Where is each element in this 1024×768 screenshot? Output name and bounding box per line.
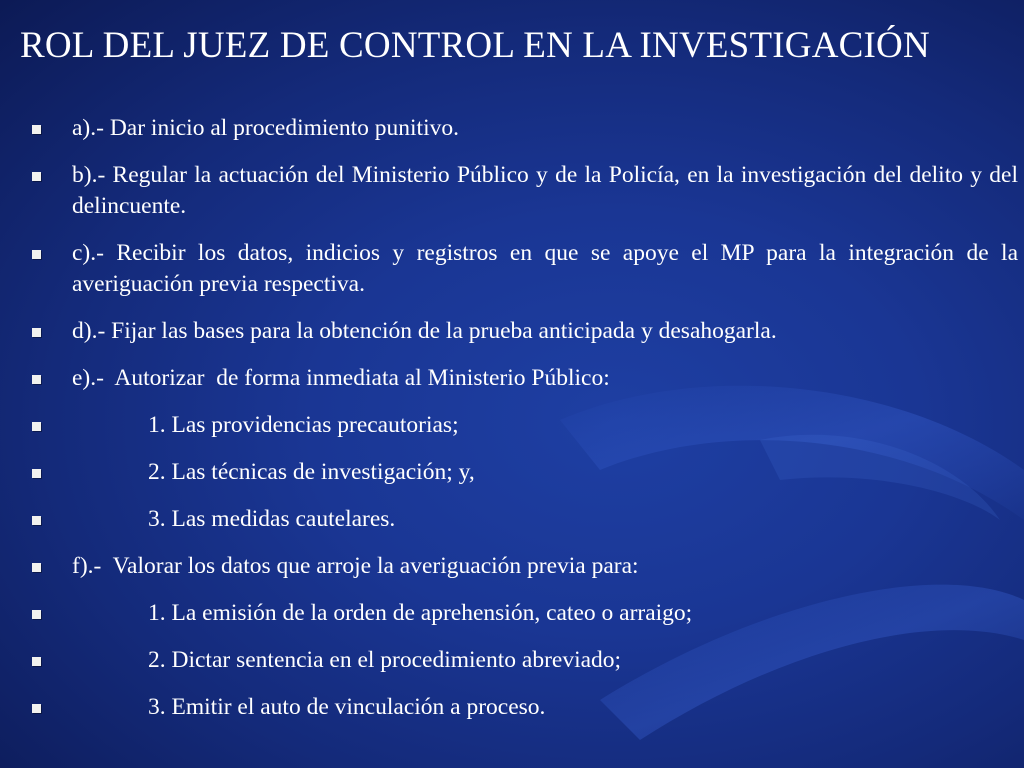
list-item-text: c).- Recibir los datos, indicios y registros en que se apoye el MP para la integración de la averiguación previa respectiva. [72,240,1018,297]
list-item [30,598,1018,629]
square-bullet-icon [32,704,41,713]
list-item-text: 1. Las providencias precautorias; [148,412,459,438]
list-item-text: 2. Dictar sentencia en el procedimiento abreviado; [148,647,622,673]
list-item-text: b).- Regular la actuación del Ministerio Público y de la Policía, en la investigación del delito y del delincuente. [72,162,1018,219]
list-item [30,160,1018,222]
square-bullet-icon [32,610,41,619]
list-item [30,645,1018,676]
list-item-text: 3. Las medidas cautelares. [148,506,396,532]
list-item [30,238,1018,300]
square-bullet-icon [32,516,41,525]
list-item [30,410,1018,441]
slide-title: ROL DEL JUEZ DE CONTROL EN LA INVESTIGACIÓN [20,25,930,66]
square-bullet-icon [32,172,41,181]
bullet-list [30,113,1018,739]
list-item-text: e).- Autorizar de forma inmediata al Ministerio Público: [72,365,610,391]
list-item [30,113,1018,144]
square-bullet-icon [32,563,41,572]
square-bullet-icon [32,250,41,259]
list-item [30,504,1018,535]
square-bullet-icon [32,469,41,478]
list-item-text: a).- Dar inicio al procedimiento punitivo. [72,115,459,141]
list-item [30,363,1018,394]
list-item [30,457,1018,488]
list-item [30,316,1018,347]
list-item-text: f).- Valorar los datos que arroje la averiguación previa para: [72,553,639,579]
list-item-text: 3. Emitir el auto de vinculación a proceso. [148,694,546,720]
square-bullet-icon [32,422,41,431]
list-item [30,551,1018,582]
square-bullet-icon [32,328,41,337]
square-bullet-icon [32,375,41,384]
list-item-text: 2. Las técnicas de investigación; y, [148,459,475,485]
list-item [30,692,1018,723]
square-bullet-icon [32,657,41,666]
list-item-text: 1. La emisión de la orden de aprehensión, cateo o arraigo; [148,600,693,626]
square-bullet-icon [32,125,41,134]
list-item-text: d).- Fijar las bases para la obtención de la prueba anticipada y desahogarla. [72,318,777,344]
